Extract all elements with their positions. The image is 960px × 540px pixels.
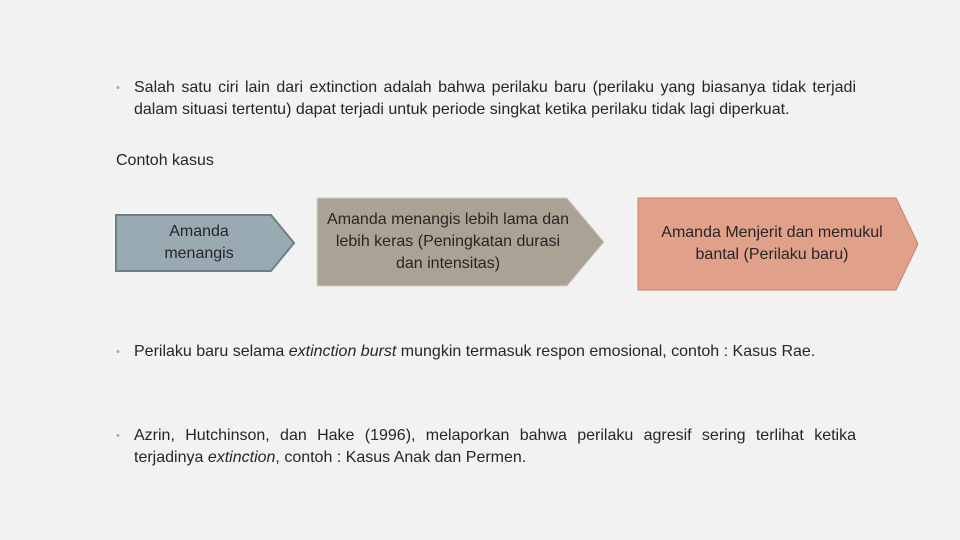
bullet-aggressive-behavior: [116, 425, 856, 469]
flow-step-new-behavior: [638, 198, 918, 290]
bullet-extinction-new-behavior: [116, 77, 856, 121]
bullet-marker: •: [116, 430, 120, 442]
example-heading: Contoh kasus: [116, 152, 214, 169]
flow-step-label: Amanda menangis lebih lama dan lebih keras (Peningkatan durasi dan intensitas): [327, 211, 569, 272]
bullet-text: Salah satu ciri lain dari extinction adalah bahwa perilaku baru (perilaku yang biasanya tidak terjadi dalam situasi tertentu) dapat terjadi untuk periode singkat ketika perilaku tidak lagi diperkuat.: [134, 79, 856, 118]
bullet-extinction-burst: [116, 341, 856, 363]
emphasis-term: extinction: [207, 449, 276, 466]
flow-step-crying-louder: [317, 198, 604, 286]
emphasis-term: extinction burst: [288, 343, 397, 360]
bullet-text: Perilaku baru selama extinction burst mungkin termasuk respon emosional, contoh : Kasus Rae.: [134, 343, 816, 360]
bullet-marker: •: [116, 82, 120, 94]
bullet-marker: •: [116, 346, 120, 358]
bullet-text: Azrin, Hutchinson, dan Hake (1996), melaporkan bahwa perilaku agresif sering terlihat ketika terjadinya extinction, contoh : Kasus Anak dan Permen.: [134, 427, 856, 466]
flow-step-label: Amanda menangis: [164, 223, 234, 262]
flow-step-label: Amanda Menjerit dan memukul bantal (Perilaku baru): [661, 224, 883, 263]
flow-step-crying: [116, 215, 294, 271]
